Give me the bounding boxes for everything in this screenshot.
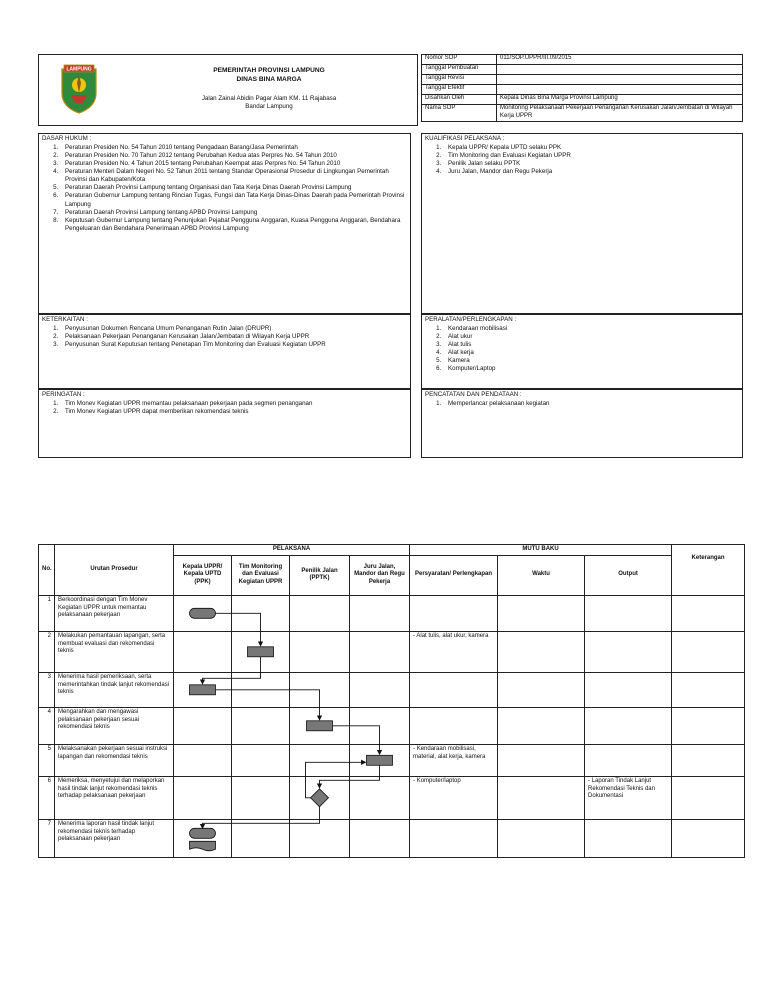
procedure-row	[39, 744, 745, 776]
step-number: 5	[39, 744, 55, 776]
meta-row	[422, 85, 743, 95]
step-text: Melaksanakan pekerjaan sesuai instruksi lapangan dan rekomendasi teknis	[55, 744, 174, 776]
meta-row	[422, 65, 743, 75]
lane-kepala	[174, 776, 232, 819]
waktu-cell	[498, 631, 585, 672]
output-cell	[585, 707, 672, 744]
step-text: Melakukan pemantauan lapangan, serta membuat evaluasi dan rekomendasi teknis	[55, 631, 174, 672]
meta-label: Nama SOP	[422, 105, 497, 122]
waktu-cell	[498, 672, 585, 707]
meta-value	[497, 75, 743, 85]
list-item: 2. Peraturan Presiden No. 70 Tahun 2012 tentang Perubahan Kedua atas Perpres No. 54 Tahun 2010	[60, 152, 410, 160]
keterangan-cell	[672, 631, 745, 672]
lane-juru	[350, 776, 410, 819]
col-pelaksana: PELAKSANA	[174, 545, 410, 556]
col-persyaratan: Persyaratan/ Perlengkapan	[410, 555, 498, 595]
step-number: 2	[39, 631, 55, 672]
col-keterangan: Keterangan	[672, 545, 745, 596]
lane-kepala	[174, 819, 232, 857]
keterkaitan-title: KETERKAITAN :	[42, 316, 88, 323]
lane-tim	[232, 595, 290, 631]
kualifikasi-box	[421, 133, 743, 314]
lane-tim	[232, 744, 290, 776]
meta-value	[497, 85, 743, 95]
list-item: 1. Kepala UPPR/ Kepala UPTD selaku PPK	[443, 144, 742, 152]
lane-juru	[350, 595, 410, 631]
persyaratan-cell	[410, 631, 498, 672]
list-item: 2. Tim Monev Kegiatan UPPR dapat memberikan rekomendasi teknis	[60, 408, 410, 416]
step-number: 7	[39, 819, 55, 857]
lane-penilik	[290, 819, 350, 857]
list-item: 1. Kendaraan mobilisasi	[443, 325, 742, 333]
lane-tim	[232, 631, 290, 672]
waktu-cell	[498, 744, 585, 776]
sop-meta-table	[421, 54, 743, 122]
lane-juru	[350, 819, 410, 857]
pencatatan-box	[421, 389, 743, 458]
meta-row	[422, 75, 743, 85]
list-item: 4. Peraturan Menteri Dalam Negeri No. 52 Tahun 2011 tentang Standar Operasional Prosedur di Lingkungan Pemerintah Provinsi dan Kabupaten/Kota	[60, 168, 410, 184]
procedure-row	[39, 595, 745, 631]
keterkaitan-list	[39, 325, 410, 349]
step-text: Mengarahkan dan mengawasi pelaksanaan pekerjaan sesuai rekomendasi teknis	[55, 707, 174, 744]
keterangan-cell	[672, 776, 745, 819]
lane-tim	[232, 672, 290, 707]
list-item: 6. Peraturan Gubernur Lampung tentang Rincian Tugas, Fungsi dan Tata Kerja Dinas-Dinas Daerah pada Pemerintah Provinsi Lampung	[60, 192, 410, 208]
list-item: 5. Kamera	[443, 357, 742, 365]
output-cell	[585, 631, 672, 672]
lane-penilik	[290, 707, 350, 744]
lane-kepala	[174, 707, 232, 744]
col-mutu-baku: MUTU BAKU	[410, 545, 672, 556]
list-item: 3. Penyusunan Surat Keputusan tentang Penetapan Tim Monitoring dan Evaluasi Kegiatan UPPR	[60, 341, 410, 349]
meta-label: Tanggal Revisi	[422, 75, 497, 85]
lane-kepala	[174, 744, 232, 776]
meta-label: Disahkan Oleh	[422, 95, 497, 105]
lane-penilik	[290, 744, 350, 776]
peralatan-box	[421, 314, 743, 389]
step-number: 6	[39, 776, 55, 819]
peringatan-title: PERINGATAN :	[42, 391, 85, 398]
persyaratan-cell	[410, 744, 498, 776]
col-penilik: Penilik Jalan (PPTK)	[290, 555, 350, 595]
col-tim: Tim Monitoring dan Evaluasi Kegiatan UPPR	[232, 555, 290, 595]
list-item: 2. Tim Monitoring dan Evaluasi Kegiatan UPPR	[443, 152, 742, 160]
lane-tim	[232, 819, 290, 857]
list-item: 4. Alat kerja	[443, 349, 742, 357]
procedure-flow-table	[38, 544, 745, 858]
keterkaitan-box	[38, 314, 411, 389]
keterangan-cell	[672, 672, 745, 707]
waktu-cell	[498, 595, 585, 631]
keterangan-cell	[672, 819, 745, 857]
lane-kepala	[174, 595, 232, 631]
pencatatan-title: PENCATATAN DAN PENDATAAN :	[425, 391, 522, 398]
kualifikasi-title: KUALIFIKASI PELAKSANA :	[425, 135, 505, 142]
org-address: Jalan Zainal Abidin Pagar Alam KM. 11 Rajabasa Bandar Lampung	[201, 95, 337, 111]
persyaratan-cell	[410, 776, 498, 819]
step-text: Menerima hasil pemeriksaan, serta memerintahkan tindak lanjut rekomendasi teknis	[55, 672, 174, 707]
lane-juru	[350, 707, 410, 744]
persyaratan-cell	[410, 819, 498, 857]
keterangan-cell	[672, 744, 745, 776]
step-number: 4	[39, 707, 55, 744]
meta-value: Monitoring Pelaksanaan Pekerjaan Penanganan Kerusakan Jalan/Jembatan di Wilayah Kerja UPPR	[497, 105, 743, 122]
lane-juru	[350, 744, 410, 776]
col-urutan: Urutan Prosedur	[55, 545, 174, 596]
list-item: 4. Juru Jalan, Mandor dan Regu Pekerja	[443, 168, 742, 176]
list-item: 2. Pelaksanaan Pekerjaan Penanganan Kerusakan Jalan/Jembatan di Wilayah Kerja UPPR	[60, 333, 410, 341]
peringatan-list	[39, 400, 410, 416]
meta-row	[422, 55, 743, 65]
lane-penilik	[290, 631, 350, 672]
peringatan-box	[38, 389, 411, 458]
svg-text:LAMPUNG: LAMPUNG	[66, 66, 92, 73]
step-text: Memeriksa, menyetujui dan melaporkan hasil tindak lanjut rekomendasi teknis terhadap pelaksanaan pekerjaan	[55, 776, 174, 819]
step-text: Berkoordinasi dengan Tim Monev Kegiatan UPPR untuk memantau pelaksanaan pekerjaan	[55, 595, 174, 631]
col-juru: Juru Jalan, Mandor dan Regu Pekerja	[350, 555, 410, 595]
procedure-row	[39, 707, 745, 744]
persyaratan-cell	[410, 595, 498, 631]
org-name: PEMERINTAH PROVINSI LAMPUNG DINAS BINA MARGA	[213, 67, 325, 83]
list-item: 5. Peraturan Daerah Provinsi Lampung tentang Organisasi dan Tata Kerja Dinas Daerah Provinsi Lampung	[60, 184, 410, 192]
list-item: 1. Tim Monev Kegiatan UPPR memantau pelaksanaan pekerjaan pada segmen penanganan	[60, 400, 410, 408]
output-cell	[585, 819, 672, 857]
list-item: 1. Memperlancar pelaksanaan kegiatan	[443, 400, 742, 408]
keterangan-cell	[672, 595, 745, 631]
waktu-cell	[498, 819, 585, 857]
step-number: 1	[39, 595, 55, 631]
step-text: Menerima laporan hasil tindak lanjut rekomendasi teknis terhadap pelaksanaan pekerjaan	[55, 819, 174, 857]
output-cell	[585, 776, 672, 819]
keterangan-cell	[672, 707, 745, 744]
lane-tim	[232, 707, 290, 744]
waktu-cell	[498, 776, 585, 819]
col-output: Output	[585, 555, 672, 595]
kualifikasi-list	[422, 144, 742, 176]
meta-label: Tanggal Efektif	[422, 85, 497, 95]
meta-label: Tanggal Pembuatan	[422, 65, 497, 75]
lane-penilik	[290, 776, 350, 819]
procedure-row	[39, 819, 745, 857]
list-item: 2. Alat ukur	[443, 333, 742, 341]
persyaratan-item: - Komputer/laptop	[413, 778, 494, 786]
output-item: - Laporan Tindak Lanjut Rekomendasi Teknis dan Dokumentasi	[588, 778, 668, 801]
pencatatan-list	[422, 400, 742, 408]
procedure-row	[39, 672, 745, 707]
procedure-row	[39, 776, 745, 819]
lane-kepala	[174, 631, 232, 672]
lane-juru	[350, 672, 410, 707]
list-item: 3. Penilik Jalan selaku PPTK	[443, 160, 742, 168]
meta-value	[497, 65, 743, 75]
lane-tim	[232, 776, 290, 819]
output-cell	[585, 672, 672, 707]
dasar-hukum-list	[39, 144, 410, 233]
output-cell	[585, 595, 672, 631]
col-waktu: Waktu	[498, 555, 585, 595]
peralatan-title: PERALATAN/PERLENGKAPAN :	[425, 316, 517, 323]
output-cell	[585, 744, 672, 776]
list-item: 6. Komputer/Laptop	[443, 365, 742, 373]
procedure-row	[39, 631, 745, 672]
meta-value: 011/SOP.UPPR/III.09/2015	[497, 55, 743, 65]
list-item: 1. Peraturan Presiden No. 54 Tahun 2010 tentang Pengadaan Barang/Jasa Pemerintah	[60, 144, 410, 152]
meta-row	[422, 105, 743, 122]
dasar-hukum-title: DASAR HUKUM :	[42, 135, 92, 142]
col-kepala: Kepala UPPR/ Kepala UPTD (PPK)	[174, 555, 232, 595]
dasar-hukum-box	[38, 133, 411, 314]
lampung-emblem-icon	[59, 63, 99, 115]
list-item: 8. Keputusan Gubernur Lampung tentang Penunjukan Pejabat Pengguna Anggaran, Kuasa Pengguna Anggaran, Bendahara Pengeluaran dan Bendahara Penerimaan APBD Provinsi Lampung	[60, 217, 410, 233]
col-no: No.	[39, 545, 55, 596]
list-item: 3. Alat tulis	[443, 341, 742, 349]
header-box	[38, 54, 418, 126]
waktu-cell	[498, 707, 585, 744]
lane-kepala	[174, 672, 232, 707]
lane-penilik	[290, 595, 350, 631]
meta-label: Nomor SOP	[422, 55, 497, 65]
persyaratan-cell	[410, 707, 498, 744]
peralatan-list	[422, 325, 742, 373]
persyaratan-item: - Alat tulis, alat ukur, kamera	[413, 633, 494, 641]
list-item: 7. Peraturan Daerah Provinsi Lampung tentang APBD Provinsi Lampung	[60, 209, 410, 217]
list-item: 1. Penyusunan Dokumen Rencana Umum Penanganan Rutin Jalan (DRUPR)	[60, 325, 410, 333]
lane-juru	[350, 631, 410, 672]
persyaratan-item: - Kendaraan mobilisasi, material, alat kerja, kamera	[413, 746, 494, 762]
meta-row	[422, 95, 743, 105]
lane-penilik	[290, 672, 350, 707]
step-number: 3	[39, 672, 55, 707]
meta-value: Kepala Dinas Bina Marga Provinsi Lampung	[497, 95, 743, 105]
persyaratan-cell	[410, 672, 498, 707]
list-item: 3. Peraturan Presiden No. 4 Tahun 2015 tentang Perubahan Keempat atas Perpres No. 54 Tahun 2010	[60, 160, 410, 168]
